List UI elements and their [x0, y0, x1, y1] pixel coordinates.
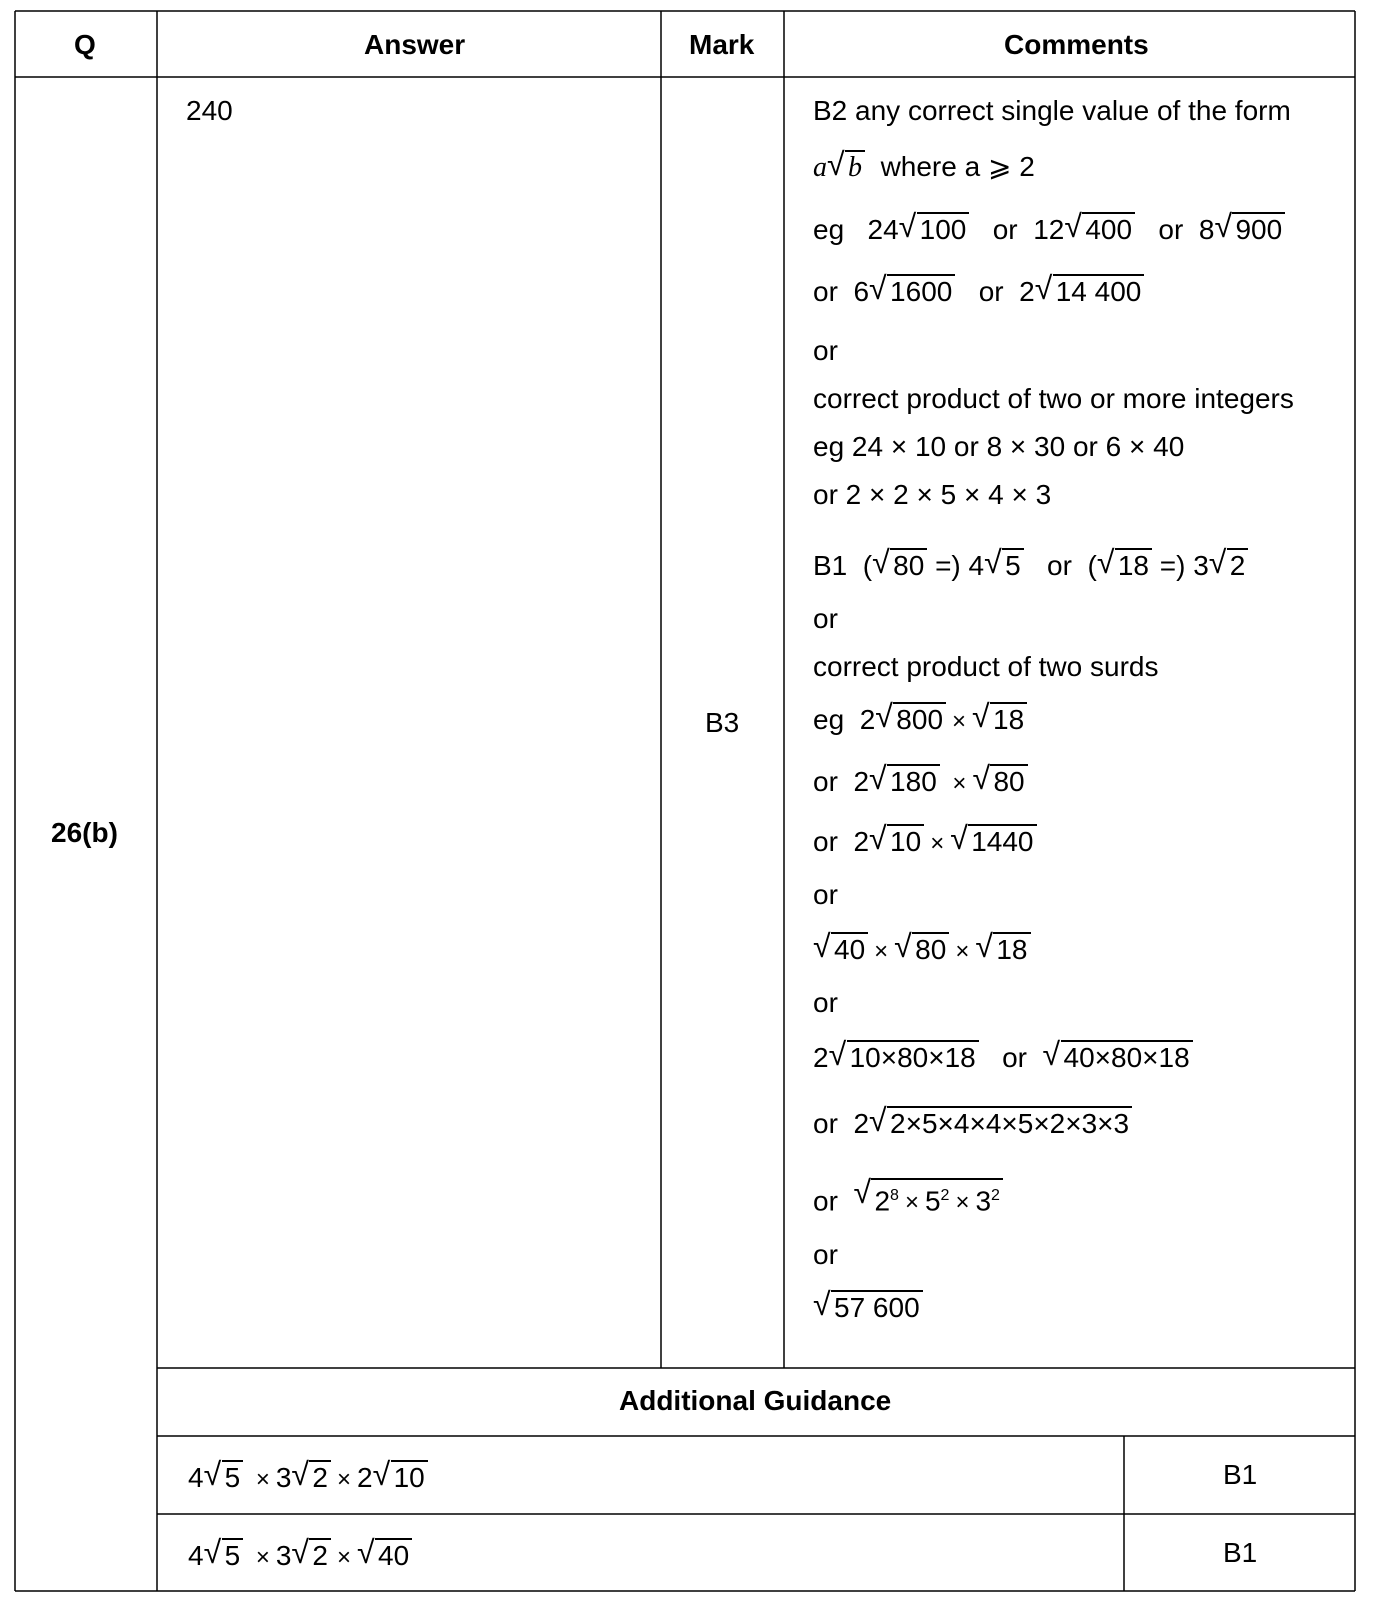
b2-intro: B2 any correct single value of the form — [813, 95, 1291, 126]
b2-examples-1: eg 24√ 100 or 12√ 400 or 8√ 900 — [813, 212, 1285, 247]
mark-value: B3 — [705, 707, 740, 738]
form-where: where a ⩾ 2 — [880, 151, 1035, 182]
final-surd: √ 57 600 — [813, 1290, 923, 1325]
header-comments: Comments — [1004, 29, 1149, 60]
question-number: 26(b) — [51, 817, 118, 848]
header-mark: Mark — [689, 29, 755, 60]
guidance-row-1-mark: B1 — [1223, 1459, 1258, 1490]
form-a: a — [813, 152, 827, 183]
or-2: or — [813, 603, 838, 634]
guidance-title: Additional Guidance — [619, 1385, 892, 1416]
surd-example-1: eg 2√ 800 ×√ 18 — [813, 702, 1027, 739]
form-b: b — [845, 150, 865, 184]
triple-surd: √ 40 ×√ 80 ×√ 18 — [813, 932, 1031, 969]
or-3: or — [813, 879, 838, 910]
surds-text: correct product of two surds — [813, 651, 1159, 682]
surd-example-3: or 2√ 10 ×√ 1440 — [813, 824, 1037, 861]
product-text: correct product of two or more integers — [813, 383, 1294, 414]
or-1: or — [813, 335, 838, 366]
big-product-1: 2√ 10×80×18 or √ 40×80×18 — [813, 1040, 1193, 1075]
or-4: or — [813, 987, 838, 1018]
guidance-row-2-mark: B1 — [1223, 1537, 1258, 1568]
product-examples-2: or 2 × 2 × 5 × 4 × 3 — [813, 479, 1052, 510]
b2-examples-2: or 6√ 1600 or 2√ 14 400 — [813, 274, 1144, 309]
guidance-row-1-expr: 4√ 5 × 3√ 2 × 2√ 10 — [188, 1460, 428, 1497]
big-product-2: or 2√ 2×5×4×4×5×2×3×3 — [813, 1106, 1132, 1141]
surd-example-2: or 2√ 180 ×√ 80 — [813, 764, 1028, 801]
answer-value: 240 — [186, 95, 233, 126]
b1-simplified: B1 (√ 80 =) 4√ 5 or (√ 18 =) 3√ 2 — [813, 548, 1248, 583]
or-5: or — [813, 1239, 838, 1270]
guidance-row-2-expr: 4√ 5 × 3√ 2 ×√ 40 — [188, 1538, 412, 1575]
b2-form — [813, 150, 1035, 185]
powers-product: or √ $2^8 \times 5^2 \times 3^2$ — [813, 1178, 1003, 1219]
header-answer: Answer — [364, 29, 466, 60]
product-examples-1: eg 24 × 10 or 8 × 30 or 6 × 40 — [813, 431, 1185, 462]
header-q: Q — [74, 29, 96, 60]
